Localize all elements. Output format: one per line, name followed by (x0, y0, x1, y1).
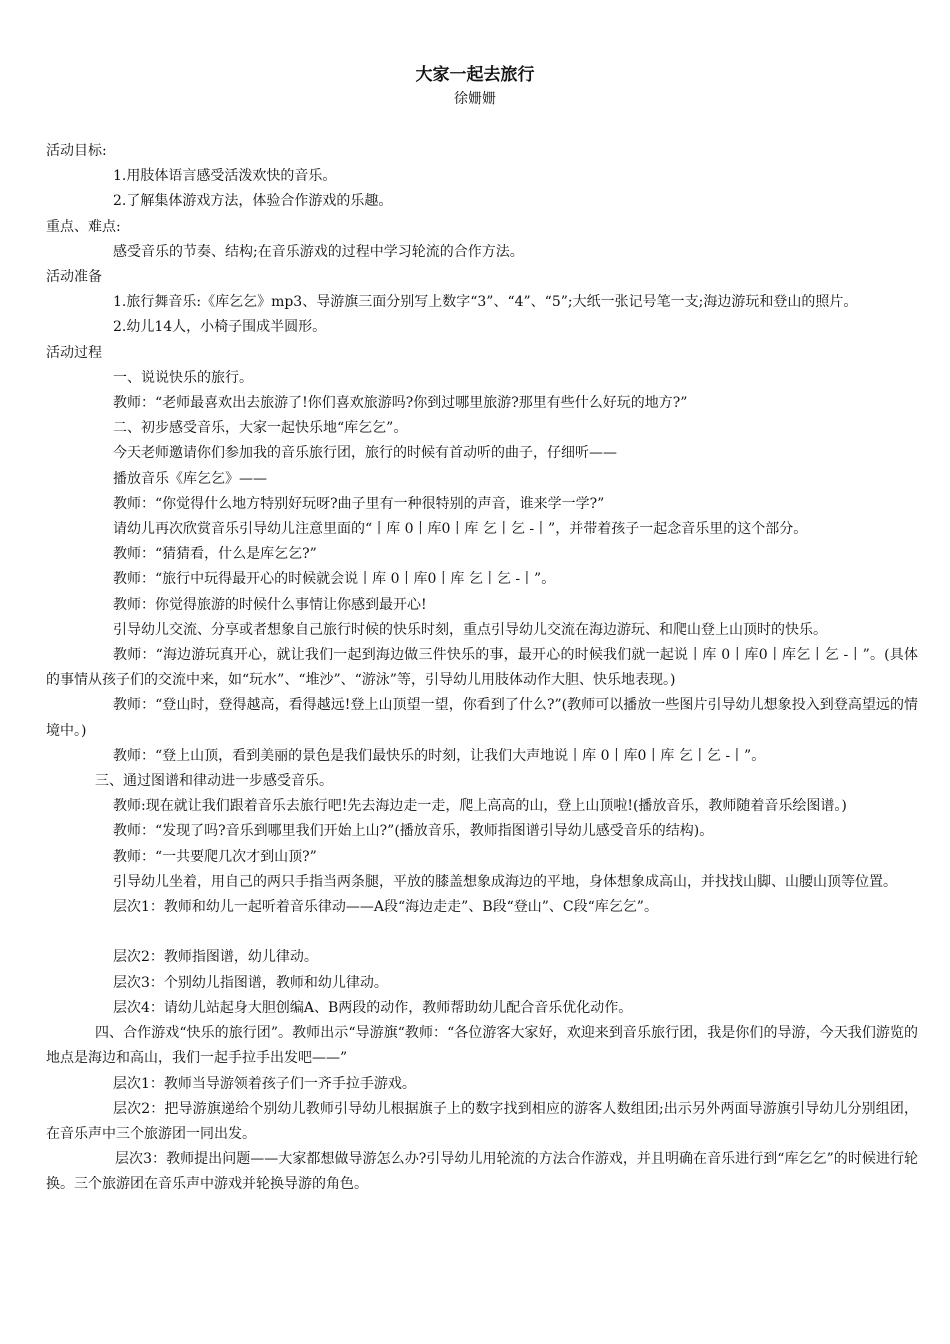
process-level-4: 层次4：请幼儿站起身大胆创编A、B两段的动作，教师帮助幼儿配合音乐优化动作。 (113, 999, 633, 1016)
section-heading-process: 活动过程 (46, 344, 102, 361)
process-step-4-paragraph: 四、合作游戏“快乐的旅行团”。教师出示“导游旗“教师：“各位游客大家好，欢迎来到音乐旅行团，我是你们的导游，今天我们游览的地点是海边和高山，我们一起手拉手出发吧——” (46, 1025, 918, 1067)
section-heading-goals: 活动目标: (46, 143, 107, 159)
process-paragraph: 请幼儿再次欣赏音乐引导幼儿注意里面的“丨库 0丨库0丨库 乞丨乞 -丨”，并带着孩子一起念音乐里的这个部分。 (113, 521, 808, 538)
process-level-1: 层次1：教师和幼儿一起听着音乐律动——A段“海边走走”、B段“登山”、C段“库乞乞”。 (113, 899, 658, 916)
process-paragraph: 教师：“猜猜看，什么是库乞乞?” (113, 546, 317, 563)
goal-item-1: 1.用肢体语言感受活泼欢快的音乐。 (113, 168, 337, 185)
preparation-item-2: 2.幼儿14人，小椅子围成半圆形。 (113, 319, 327, 336)
process-paragraph: 教师：“发现了吗?音乐到哪里我们开始上山?”(播放音乐，教师指图谱引导幼儿感受音乐的结构)。 (113, 823, 714, 840)
process-step-3-heading: 三、通过图谱和律动进一步感受音乐。 (95, 773, 333, 790)
blank-line (46, 920, 918, 945)
process-level-3: 层次3：个别幼儿指图谱，教师和幼儿律动。 (113, 974, 388, 991)
section-heading-preparation: 活动准备 (46, 269, 102, 286)
game-level-1: 层次1：教师当导游领着孩子们一齐手拉手游戏。 (113, 1075, 416, 1092)
preparation-item-1: 1.旅行舞音乐:《库乞乞》mp3、导游旗三面分别写上数字“3”、“4”、“5”;大纸一张记号笔一支;海边游玩和登山的照片。 (113, 294, 858, 311)
process-step-1-heading: 一、说说快乐的旅行。 (113, 369, 253, 386)
document-body (46, 139, 918, 1198)
game-level-3: 层次3：教师提出问题——大家都想做导游怎么办?引导幼儿用轮流的方法合作游戏，并且明确在音乐进行到“库乞乞”的时候进行轮换。三个旅游团在音乐声中游戏并轮换导游的角色。 (46, 1151, 918, 1193)
process-paragraph: 教师：“登山时，登得越高，看得越远!登上山顶望一望，你看到了什么?”(教师可以播放一些图片引导幼儿想象投入到登高望远的情境中。) (46, 697, 918, 739)
process-paragraph: 教师：“一共要爬几次才到山顶?” (113, 848, 317, 865)
section-heading-key-points: 重点、难点: (46, 218, 121, 235)
process-paragraph: 引导幼儿交流、分享或者想象自己旅行时候的快乐时刻，重点引导幼儿交流在海边游玩、和爬山登上山顶时的快乐。 (113, 621, 827, 638)
process-paragraph: 教师：你觉得旅游的时候什么事情让你感到最开心! (113, 596, 427, 613)
process-paragraph: 教师：“你觉得什么地方特别好玩呀?曲子里有一种很特别的声音，谁来学一学?” (113, 495, 605, 512)
process-paragraph: 教师：“登上山顶，看到美丽的景色是我们最快乐的时刻，让我们大声地说丨库 0丨库0丨库 乞丨乞 -丨”。 (113, 747, 766, 764)
process-paragraph: 教师：“旅行中玩得最开心的时候就会说丨库 0丨库0丨库 乞丨乞 -丨”。 (113, 571, 556, 588)
process-paragraph: 教师：“海边游玩真开心，就让我们一起到海边做三件快乐的事，最开心的时候我们就一起说丨库 0丨库0丨库乞丨乞 -丨”。(具体的事情从孩子们的交流中来，如“玩水”、“堆沙”、“游泳”等，引导幼儿用肢体动作大胆、快乐地表现。) (46, 647, 918, 689)
process-paragraph: 引导幼儿坐着，用自己的两只手指当两条腿，平放的膝盖想象成海边的平地，身体想象成高山，并找找山脚、山腰山顶等位置。 (113, 873, 897, 890)
document-title: 大家一起去旅行 (415, 65, 535, 85)
process-level-2: 层次2：教师指图谱，幼儿律动。 (113, 949, 318, 966)
game-level-2: 层次2：把导游旗递给个别幼儿教师引导幼儿根据旗子上的数字找到相应的游客人数组团;出示另外两面导游旗引导幼儿分别组团，在音乐声中三个旅游团一同出发。 (46, 1100, 918, 1142)
key-points-text: 感受音乐的节奏、结构;在音乐游戏的过程中学习轮流的合作方法。 (113, 243, 524, 260)
process-paragraph: 教师：“老师最喜欢出去旅游了!你们喜欢旅游吗?你到过哪里旅游?那里有些什么好玩的地方?” (113, 395, 688, 412)
goal-item-2: 2.了解集体游戏方法，体验合作游戏的乐趣。 (113, 193, 393, 210)
process-paragraph: 教师:现在就让我们跟着音乐去旅行吧!先去海边走一走，爬上高高的山，登上山顶啦!(播放音乐，教师随着音乐绘图谱。) (113, 798, 847, 815)
document-author: 徐姗姗 (454, 91, 496, 107)
process-paragraph: 播放音乐《库乞乞》—— (113, 470, 267, 487)
process-paragraph: 今天老师邀请你们参加我的音乐旅行团，旅行的时候有首动听的曲子，仔细听—— (113, 445, 617, 462)
process-step-2-heading: 二、初步感受音乐，大家一起快乐地“库乞乞”。 (113, 420, 408, 437)
